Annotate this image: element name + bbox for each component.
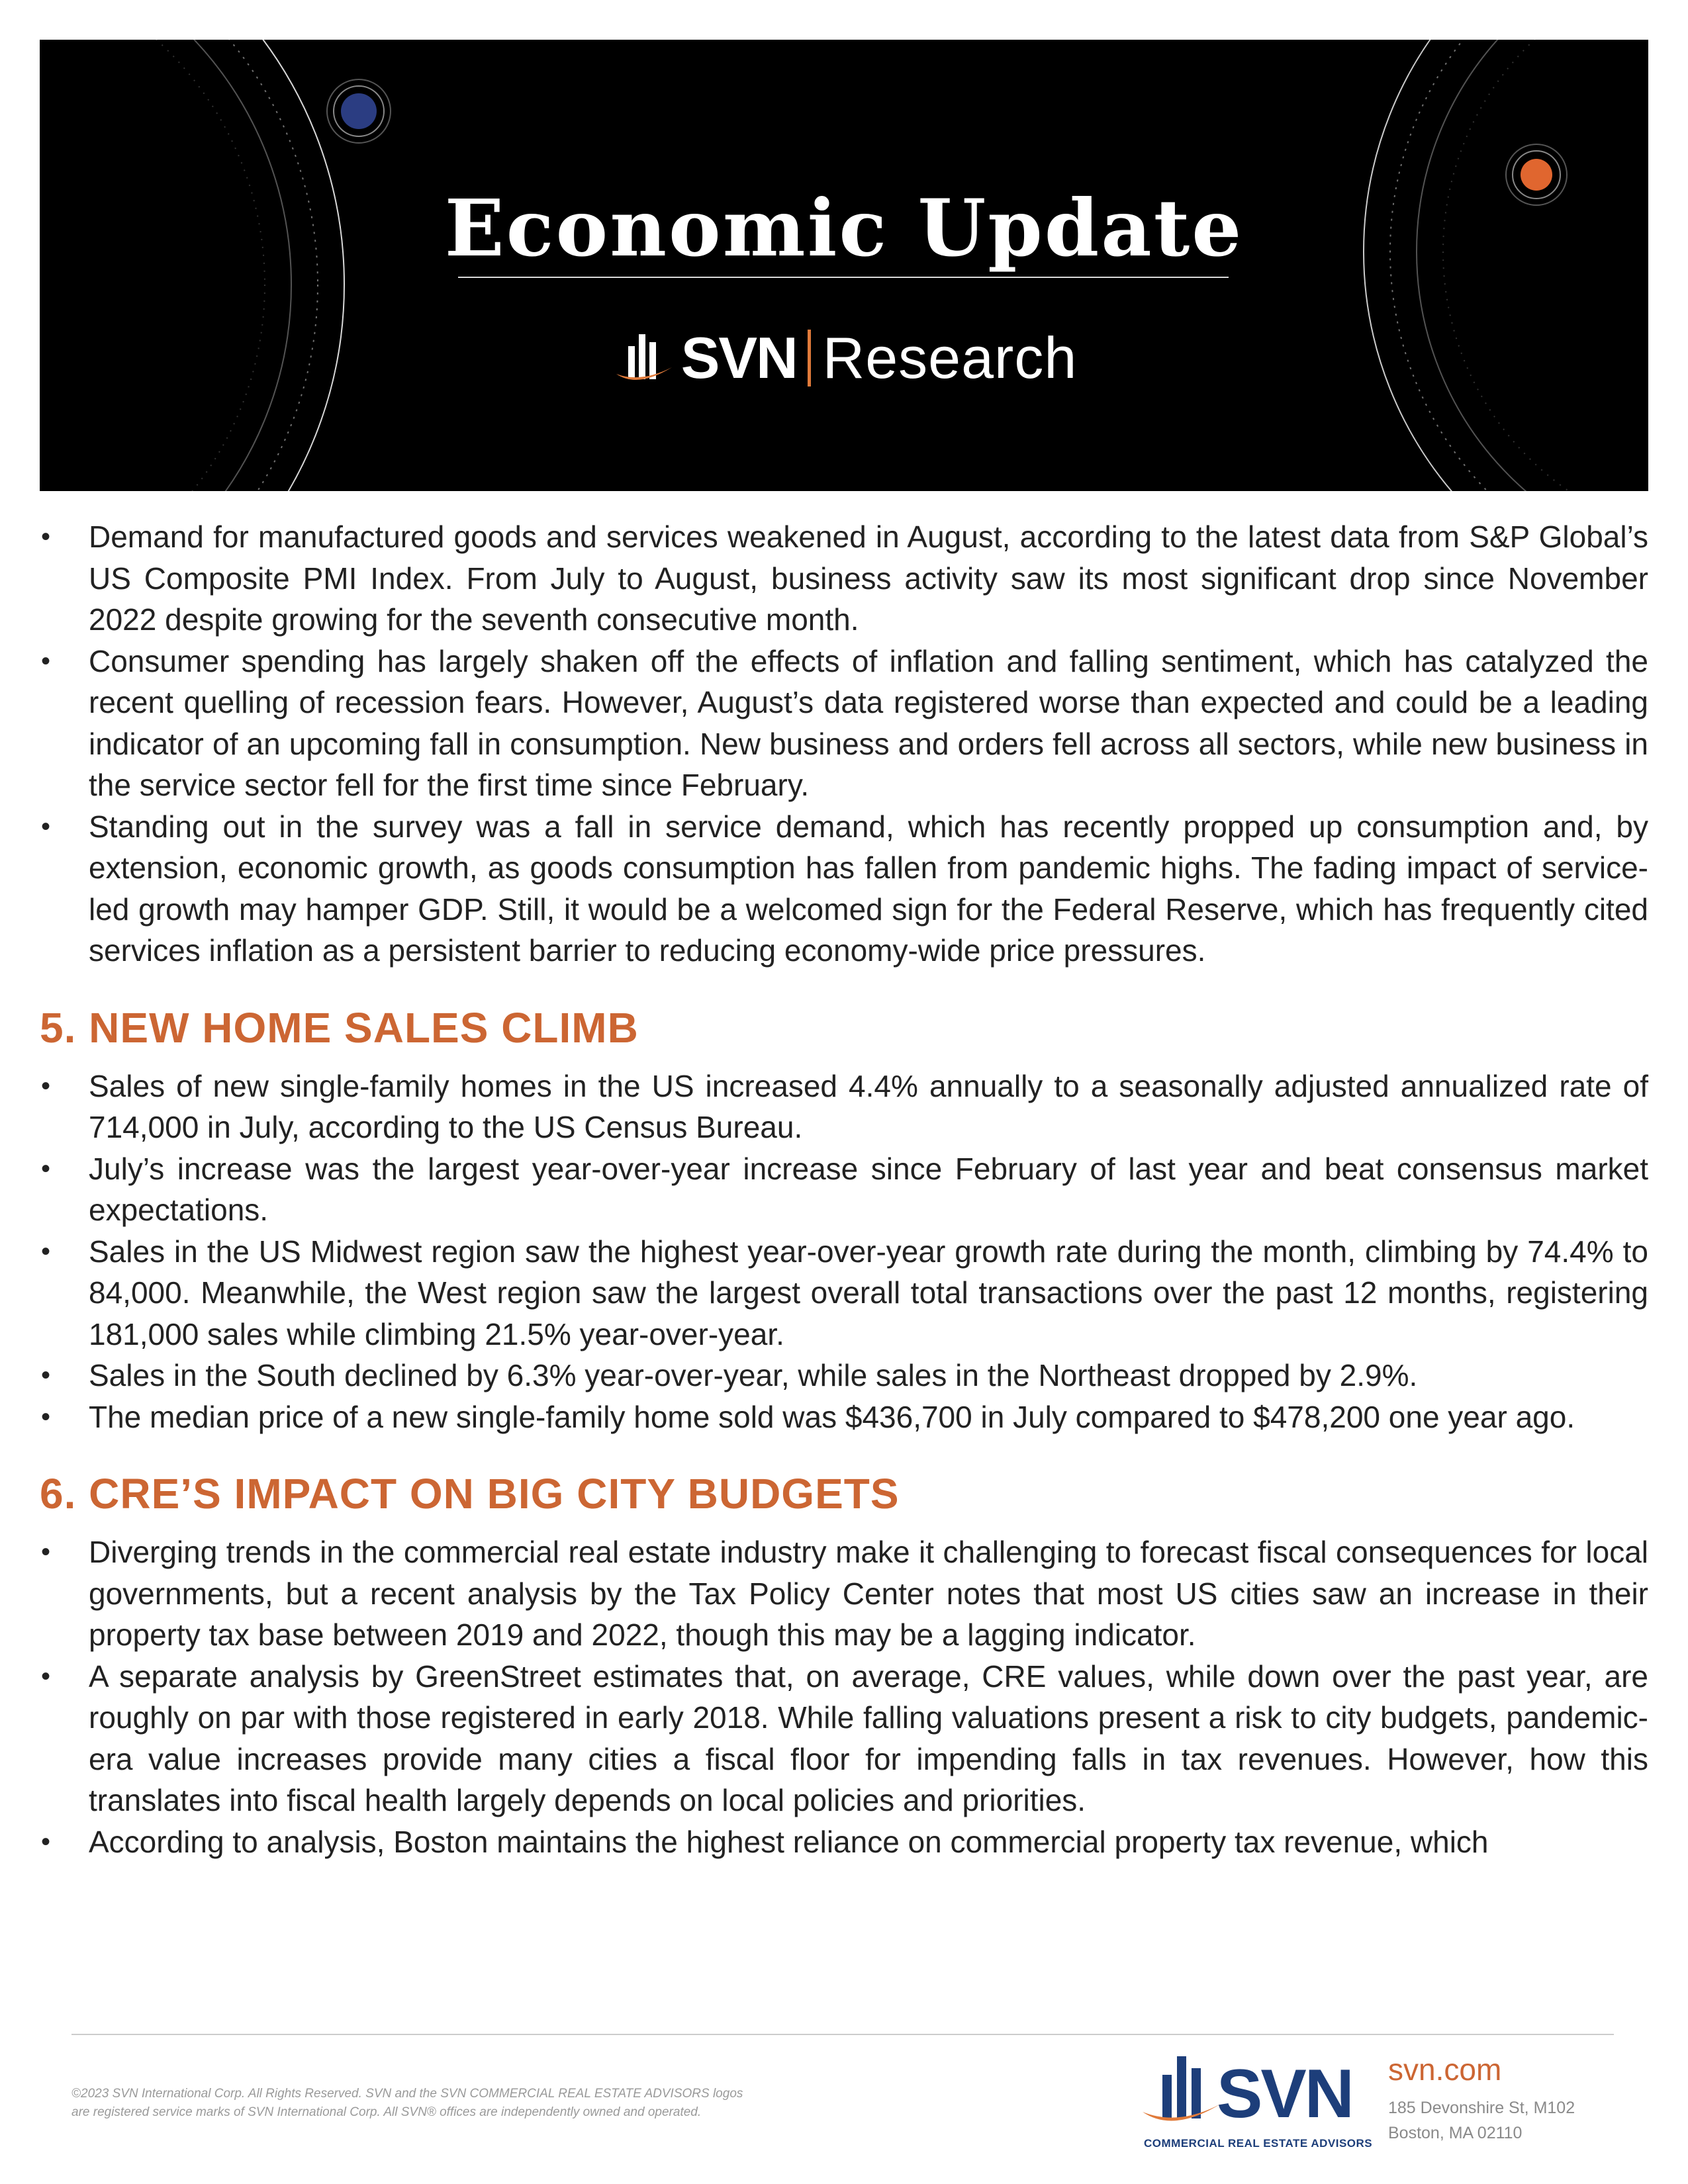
- title-divider: [458, 277, 1229, 278]
- logo-brand-text: SVN: [680, 325, 797, 390]
- svn-research-logo: [40, 324, 1648, 392]
- footer-logo-brand-text: SVN: [1217, 2056, 1352, 2132]
- list-item: • Standing out in the survey was a fall in service demand, which has recently propped up consumption and, by extension, economic growth, as goods consumption has fallen from pandemic highs. The fading impact of service-led growth may hamper GDP. Still, it would be a welcomed sign for the Federal Reserve, which has frequently cited services inflation as a persistent barrier to reducing economy-wide price pressures.: [40, 806, 1648, 972]
- svn-logo-icon: [1139, 2048, 1225, 2134]
- website-link[interactable]: svn.com: [1388, 2052, 1502, 2087]
- list-item: • According to analysis, Boston maintains the highest reliance on commercial property tax revenue, which: [40, 1821, 1648, 1863]
- legal-line: are registered service marks of SVN International Corp. All SVN® offices are independently owned and operated.: [71, 2105, 702, 2119]
- list-item: • A separate analysis by GreenStreet estimates that, on average, CRE values, while down over the past year, are roughly on par with those registered in early 2018. While falling valuations present a risk to city budgets, pandemic-era value increases provide many cities a fiscal floor for impending falls in tax revenues. However, how this translates into fiscal health largely depends on local policies and priorities.: [40, 1656, 1648, 1821]
- list-item: • The median price of a new single-family home sold was $436,700 in July compared to $478,200 one year ago.: [40, 1396, 1648, 1438]
- intro-bullet-list: [40, 516, 1648, 972]
- cre-budgets-bullet-list: [40, 1531, 1648, 1862]
- footer-contact: [1388, 2052, 1575, 2146]
- logo-division-text: Research: [822, 325, 1078, 390]
- article-body: [40, 516, 1648, 1862]
- legal-line: ©2023 SVN International Corp. All Rights Reserved. SVN and the SVN COMMERCIAL REAL ESTATE ADVISORS logos: [71, 2087, 743, 2101]
- footer-divider: [71, 2034, 1614, 2035]
- page-title: Economic Update: [444, 182, 1244, 274]
- list-item: • Diverging trends in the commercial real estate industry make it challenging to forecast fiscal consequences for local governments, but a recent analysis by the Tax Policy Center notes that most US cities saw an increase in their property tax base between 2019 and 2022, though this may be a lagging indicator.: [40, 1531, 1648, 1656]
- logo-divider: [808, 330, 811, 387]
- section-heading-cre-budgets: 6. CRE’S IMPACT ON BIG CITY BUDGETS: [40, 1470, 900, 1518]
- footer-legal-notice: [71, 2085, 932, 2122]
- address-line: Boston, MA 02110: [1388, 2124, 1523, 2142]
- address: [1388, 2095, 1575, 2146]
- list-item: • July’s increase was the largest year-over-year increase since February of last year and beat consensus market expectations.: [40, 1148, 1648, 1231]
- footer-logo-tagline: COMMERCIAL REAL ESTATE ADVISORS: [1144, 2137, 1373, 2150]
- list-item: • Sales in the US Midwest region saw the highest year-over-year growth rate during the month, climbing by 74.4% to 84,000. Meanwhile, the West region saw the largest overall total transactions over the past 12 months, registering 181,000 sales while climbing 21.5% year-over-year.: [40, 1231, 1648, 1355]
- list-item: • Sales in the South declined by 6.3% year-over-year, while sales in the Northeast dropped by 2.9%.: [40, 1355, 1648, 1396]
- list-item: • Demand for manufactured goods and services weakened in August, according to the latest data from S&P Global’s US Composite PMI Index. From July to August, business activity saw its most significant drop since November 2022 despite growing for the seventh consecutive month.: [40, 516, 1648, 641]
- svn-logo-icon: [611, 328, 677, 388]
- list-item: • Sales of new single-family homes in the US increased 4.4% annually to a seasonally adjusted annualized rate of 714,000 in July, according to the US Census Bureau.: [40, 1066, 1648, 1148]
- new-home-sales-bullet-list: [40, 1066, 1648, 1438]
- address-line: 185 Devonshire St, M102: [1388, 2099, 1575, 2117]
- svn-footer-logo: [1139, 2048, 1373, 2154]
- header-banner: [40, 40, 1648, 491]
- section-heading-new-home-sales: 5. NEW HOME SALES CLIMB: [40, 1003, 639, 1052]
- list-item: • Consumer spending has largely shaken off the effects of inflation and falling sentiment, which has catalyzed the recent quelling of recession fears. However, August’s data registered worse than expected and could be a leading indicator of an upcoming fall in consumption. New business and orders fell across all sectors, while new business in the service sector fell for the first time since February.: [40, 641, 1648, 806]
